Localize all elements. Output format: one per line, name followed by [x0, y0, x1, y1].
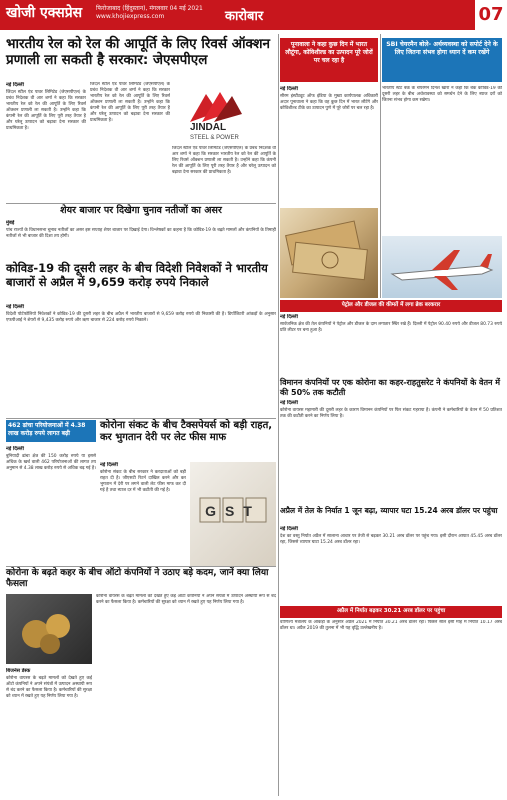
story-tax-byline: नई दिल्ली: [100, 462, 118, 468]
story-rail-body-3: [172, 146, 276, 200]
row-divider: [6, 566, 276, 567]
story-export-text: वाणिज्य मंत्रालय के आंकड़ों के अनुसार अप्रैल 2021 में निर्यात 30.21 अरब डॉलर रहा। पिछले साल इसी माह में निर्यात 10.17 अरब डॉलर था। अप्रैल 2019 की तुलना में भी यह वृद्धि उल्लेखनीय है।: [280, 620, 502, 631]
story-fpi-byline: नई दिल्ली: [6, 304, 24, 310]
jindal-logo-image: [172, 82, 276, 144]
story-rail-body-2: [90, 82, 170, 142]
story-sbi-headline: SBI चेयरमैन बोले- अर्थव्यवस्था को सपोर्ट देने के लिए जितना संभव होगा ध्यान दें कम रखेंगे: [382, 38, 502, 82]
story-rail-text-3: जिंदल स्टील एंड पावर लिमिटेड (जेएसपीएल) के प्रबंध निदेशक वी आर शर्मा ने कहा कि सरकार भारतीय रेल को रेल की आपूर्ति के लिए रिवर्स ऑक्शन प्रणाली ला सकती है। उन्होंने कहा कि कंपनी रेल की आपूर्ति के लिए पूरी तरह तैयार है और घरेलू उत्पादन को बढ़ावा देना सरकार की प्राथमिकता है।: [172, 146, 276, 175]
story-sbi-body: [382, 86, 502, 236]
row-divider: [6, 418, 276, 419]
story-stock-headline: शेयर बाजार पर दिखेगा चुनाव नतीजों का असर: [60, 205, 222, 216]
story-oil-text: देश का वस्तु निर्यात अप्रैल में सालाना आधार पर तेजी से बढ़कर 30.21 अरब डॉलर पर पहुंच गया। इसी दौरान आयात 45.45 अरब डॉलर रहा, जिससे व्यापार घाटा 15.24 अरब डॉलर रहा।: [280, 534, 502, 545]
story-aviation-text: कोरोना वायरस महामारी की दूसरी लहर के कारण विमानन कंपनियों पर फिर संकट गहराया है। कंपनी ने कर्मचारियों के वेतन में 50 प्रतिशत तक की कटौती करने का निर्णय लिया है।: [280, 408, 502, 419]
dateline-site: www.khojiexpress.com: [96, 13, 165, 20]
story-companies-text-2: कोरोना वायरस के बढ़ते मामलों को देखते हुए कई ऑटो कंपनियों ने अपने संयंत्रों में उत्पादन अस्थायी रूप से बंद करने का फैसला किया है। कर्मचारियों की सुरक्षा को ध्यान में रखते हुए यह निर्णय लिया गया है।: [96, 594, 276, 605]
dateline: [96, 5, 203, 21]
story-sbi-text: भारतीय स्टेट बैंक के चेयरमैन दिनेश खारा ने कहा कि बैंक कोविड-19 की दूसरी लहर के बीच अर्थव्यवस्था को समर्थन देने के लिए ब्याज दरों को जितना संभव होगा कम रखेगा।: [382, 86, 502, 103]
story-tax-body: [100, 462, 186, 566]
story-fpi: [6, 262, 276, 290]
story-rail-body: [6, 82, 86, 202]
story-companies: [6, 568, 276, 590]
section-title: कारोबार: [225, 9, 264, 24]
story-aviation: [280, 378, 502, 397]
story-companies-text: कोरोना वायरस के बढ़ते मामलों को देखते हुए कई ऑटो कंपनियों ने अपने संयंत्रों में उत्पादन अस्थायी रूप से बंद करने का फैसला किया है। कर्मचारियों की सुरक्षा को ध्यान में रखते हुए यह निर्णय लिया गया है।: [6, 676, 92, 699]
story-stock-text: पांच राज्यों के विधानसभा चुनाव नतीजों का असर इस सप्ताह शेयर बाजार पर दिखाई देगा। विश्लेषकों का कहना है कि कोविड-19 के बढ़ते मामलों और कंपनियों के तिमाही नतीजों से भी बाजार की दिशा तय होगी।: [6, 228, 276, 239]
row-divider: [6, 203, 276, 204]
story-projects-text: बुनियादी ढांचा क्षेत्र की 150 करोड़ रुपये या इससे अधिक के खर्च वाली 462 परियोजनाओं की लागत तय अनुमान से 4.38 लाख करोड़ रुपये से अधिक बढ़ गई है।: [6, 454, 96, 471]
page-header: [0, 0, 507, 30]
story-projects-headline: 462 ढांचा परियोजनाओं में 4.38 लाख करोड़ रुपये लागत बढ़ी: [6, 420, 96, 442]
story-aviation-headline: विमानन कंपनियों पर एक कोरोना का कहर-राहतुसरेट ने कंपनियों के वेतन में की 50% तक कटौती: [280, 378, 501, 397]
story-oil: [280, 506, 502, 515]
story-tax-headline: कोरोना संकट के बीच टैक्सपेयर्स को बड़ी राहत, कर भुगतान देरी पर लेट फीस माफ: [100, 420, 273, 443]
story-stock: [6, 205, 276, 216]
story-companies-headline: कोरोना के बढ़ते कहर के बीच ऑटो कंपनियों ने उठाए बड़े कदम, जानें क्या लिया फैसला: [6, 568, 269, 589]
story-rail-text-2: जिंदल स्टील एंड पावर लिमिटेड (जेएसपीएल) के प्रबंध निदेशक वी आर शर्मा ने कहा कि सरकार भारतीय रेल को रेल की आपूर्ति के लिए रिवर्स ऑक्शन प्रणाली ला सकती है। उन्होंने कहा कि कंपनी रेल की आपूर्ति के लिए पूरी तरह तैयार है और घरेलू उत्पादन को बढ़ावा देना सरकार की प्राथमिकता है।: [90, 82, 170, 123]
gst-text: GST: [205, 503, 261, 519]
currency-notes-icon: [280, 208, 378, 298]
story-companies-byline: बिजनेस डेस्क: [6, 668, 31, 674]
story-rail-text: जिंदल स्टील एंड पावर लिमिटेड (जेएसपीएल) के प्रबंध निदेशक वी आर शर्मा ने कहा कि सरकार भारतीय रेल को रेल की आपूर्ति के लिए रिवर्स ऑक्शन प्रणाली ला सकती है। उन्होंने कहा कि कंपनी रेल की आपूर्ति के लिए पूरी तरह तैयार है और घरेलू उत्पादन को बढ़ावा देना सरकार की प्राथमिकता है।: [6, 90, 86, 131]
story-companies-body: [6, 668, 92, 794]
story-rail: [6, 36, 276, 68]
story-oil-body: [280, 526, 502, 604]
story-jet-byline: नई दिल्ली: [280, 314, 298, 320]
story-projects-body: [6, 446, 96, 556]
gst-blocks-icon: [190, 462, 276, 566]
story-companies-body-2: [96, 594, 276, 794]
story-jet-text: सार्वजनिक क्षेत्र की तेल कंपनियों ने पेट्रोल और डीजल के दाम लगातार स्थिर रखे हैं। दिल्ली में पेट्रोल 90.40 रुपये और डीजल 80.73 रुपये प्रति लीटर पर बना हुआ है।: [280, 322, 502, 333]
story-rail-headline: भारतीय रेल को रेल की आपूर्ति के लिए रिवर्स ऑक्शन प्रणाली ला सकती है सरकार: जेएसपीएल: [6, 36, 271, 69]
airplane-image: [382, 236, 502, 298]
gst-image: [190, 462, 276, 566]
logo-text-2: STEEL & POWER: [190, 135, 239, 141]
story-pv-text: सीरम इंस्टीट्यूट ऑफ इंडिया के मुख्य कार्यपालक अधिकारी अदार पूनावाला ने कहा कि वह कुछ दिन में भारत लौटेंगे और कोविशील्ड टीके का उत्पादन पुणे में पूरे जोरों पर चल रहा है।: [280, 94, 378, 111]
story-fpi-body: [6, 304, 276, 416]
story-jet-body: [280, 314, 502, 376]
story-stock-body: [6, 220, 276, 260]
story-tax-text: कोरोना संकट के बीच सरकार ने करदाताओं को बड़ी राहत दी है। जीएसटी रिटर्न दाखिल करने और कर भुगतान में देरी पर लगने वाली लेट फीस माफ कर दी गई है तथा ब्याज दर में भी कटौती की गई है।: [100, 470, 186, 493]
cash-image: [280, 208, 378, 298]
masthead: खोजी एक्सप्रेस: [6, 5, 83, 21]
column-divider: [278, 34, 279, 796]
column-divider: [380, 34, 381, 298]
story-projects-byline: नई दिल्ली: [6, 446, 24, 452]
story-export-body: [280, 620, 502, 794]
story-oil-byline: नई दिल्ली: [280, 526, 298, 532]
companies-image: [6, 594, 92, 664]
dateline-date: फिरोजाबाद (हिंदुस्तान), मंगलवार 04 मई 2021: [96, 5, 203, 12]
story-oil-headline: अप्रैल में तेल के निर्यात 1 जून बढ़ा, व्यापार घटा 15.24 अरब डॉलर पर पहुंचा: [280, 506, 498, 515]
story-pv-body: [280, 86, 378, 204]
jindal-logo-icon: [172, 82, 276, 144]
page-number: 07: [475, 0, 507, 30]
story-fpi-text: विदेशी पोर्टफोलियो निवेशकों ने कोविड-19 की दूसरी लहर के बीच अप्रैल में भारतीय बाजारों से 9,659 करोड़ रुपये की निकासी की है। डिपॉजिटरी आंकड़ों के अनुसार एफपीआई ने शेयरों से 9,435 करोड़ रुपये और ऋण बाजार से 224 करोड़ रुपये निकाले।: [6, 312, 276, 323]
story-aviation-body: [280, 400, 502, 504]
logo-text-1: JINDAL: [190, 122, 227, 133]
story-fpi-headline: कोविड-19 की दूसरी लहर के बीच विदेशी निवेशकों ने भारतीय बाजारों से अप्रैल में 9,659 करोड़ रुपये निकाले: [6, 261, 268, 289]
coins-icon: [6, 594, 92, 664]
story-stock-byline: मुंबई: [6, 220, 15, 226]
story-jet-headline: पेट्रोल और डीजल की कीमतें में लगा ब्रेक बरकरार: [280, 300, 502, 312]
story-pv-headline: पूनावाला ने कहा कुछ दिन में भारत लौटूंगा, कोविशील्ड का उत्पादन पूरे जोरों पर चल रहा है: [280, 38, 378, 82]
story-rail-byline: नई दिल्ली: [6, 82, 24, 88]
airplane-icon: [382, 236, 502, 298]
story-export-headline: अप्रैल में निर्यात बढ़कर 30.21 अरब डॉलर पर पहुंचा: [280, 606, 502, 618]
story-tax: [100, 420, 276, 444]
story-pv-byline: नई दिल्ली: [280, 86, 298, 92]
story-aviation-byline: नई दिल्ली: [280, 400, 298, 406]
